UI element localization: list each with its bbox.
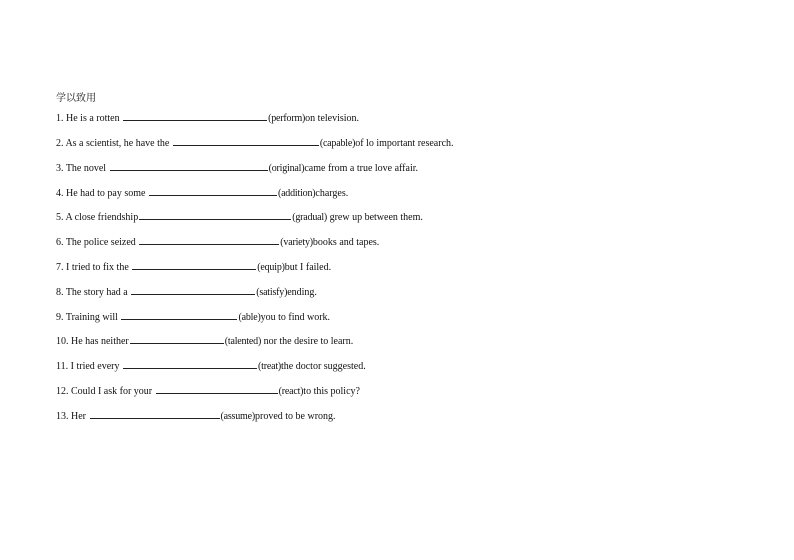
item-suffix: came from a true love affair. <box>304 163 419 174</box>
item-prefix: 4. He had to pay some <box>56 188 148 199</box>
word-hint: (able) <box>238 312 261 323</box>
item-suffix: to this policy? <box>303 386 360 397</box>
item-suffix: charges. <box>315 188 349 199</box>
item-prefix: 7. I tried to fix the <box>56 262 132 273</box>
answer-blank[interactable] <box>149 186 277 196</box>
answer-blank[interactable] <box>130 334 224 344</box>
item-prefix: 10. He has neither <box>56 336 129 347</box>
exercise-item-10 <box>56 334 353 349</box>
item-suffix: nor the desire to learn. <box>261 336 354 347</box>
word-hint: (gradual) <box>292 212 328 223</box>
exercise-item-4 <box>56 186 348 201</box>
exercise-item-3 <box>56 161 418 176</box>
exercise-item-9 <box>56 310 330 325</box>
answer-blank[interactable] <box>139 235 279 245</box>
item-prefix: 6. The police seized <box>56 237 139 248</box>
exercise-item-6 <box>56 235 379 250</box>
item-prefix: 5. A close friendship <box>56 212 139 223</box>
word-hint: (talented) <box>224 336 262 347</box>
item-suffix: the doctor suggested. <box>281 361 366 372</box>
exercise-item-7 <box>56 260 331 275</box>
item-suffix: you to find work. <box>260 312 331 323</box>
answer-blank[interactable] <box>132 260 256 270</box>
item-prefix: 12. Could I ask for your <box>56 386 155 397</box>
word-hint: (equip) <box>257 262 285 273</box>
word-hint: (satisfy) <box>256 287 288 298</box>
item-suffix: grew up between them. <box>327 212 423 223</box>
word-hint: (variety) <box>280 237 313 248</box>
answer-blank[interactable] <box>123 111 267 121</box>
answer-blank[interactable] <box>131 285 255 295</box>
word-hint: (assume) <box>220 411 255 422</box>
item-prefix: 11. I tried every <box>56 361 122 372</box>
item-prefix: 1. He is a rotten <box>56 113 123 124</box>
exercise-item-12 <box>56 384 360 399</box>
answer-blank[interactable] <box>156 384 278 394</box>
item-prefix: 8. The story had a <box>56 287 131 298</box>
exercise-item-8 <box>56 285 317 300</box>
item-suffix: of lo important research. <box>355 138 454 149</box>
answer-blank[interactable] <box>123 359 257 369</box>
word-hint: (treat) <box>258 361 282 372</box>
item-prefix: 2. As a scientist, he have the <box>56 138 172 149</box>
word-hint: (capable) <box>319 138 356 149</box>
item-prefix: 13. Her <box>56 411 89 422</box>
exercise-item-2 <box>56 136 454 151</box>
item-prefix: 9. Training will <box>56 312 121 323</box>
item-suffix: proved to be wrong. <box>255 411 336 422</box>
item-prefix: 3. The novel <box>56 163 109 174</box>
item-suffix: but I failed. <box>284 262 332 273</box>
exercise-item-5 <box>56 210 423 225</box>
answer-blank[interactable] <box>121 310 237 320</box>
answer-blank[interactable] <box>173 136 319 146</box>
answer-blank[interactable] <box>139 210 291 220</box>
section-heading: 学以致用 <box>56 93 96 104</box>
item-suffix: books and tapes. <box>312 237 380 248</box>
exercise-item-1 <box>56 111 359 126</box>
answer-blank[interactable] <box>90 409 220 419</box>
item-suffix: on television. <box>305 113 360 124</box>
word-hint: (original) <box>268 163 305 174</box>
exercise-item-11 <box>56 359 366 374</box>
word-hint: (addition) <box>277 188 316 199</box>
word-hint: (perform) <box>268 113 306 124</box>
answer-blank[interactable] <box>110 161 268 171</box>
word-hint: (react) <box>278 386 304 397</box>
exercise-item-13 <box>56 409 336 424</box>
item-suffix: ending. <box>287 287 317 298</box>
